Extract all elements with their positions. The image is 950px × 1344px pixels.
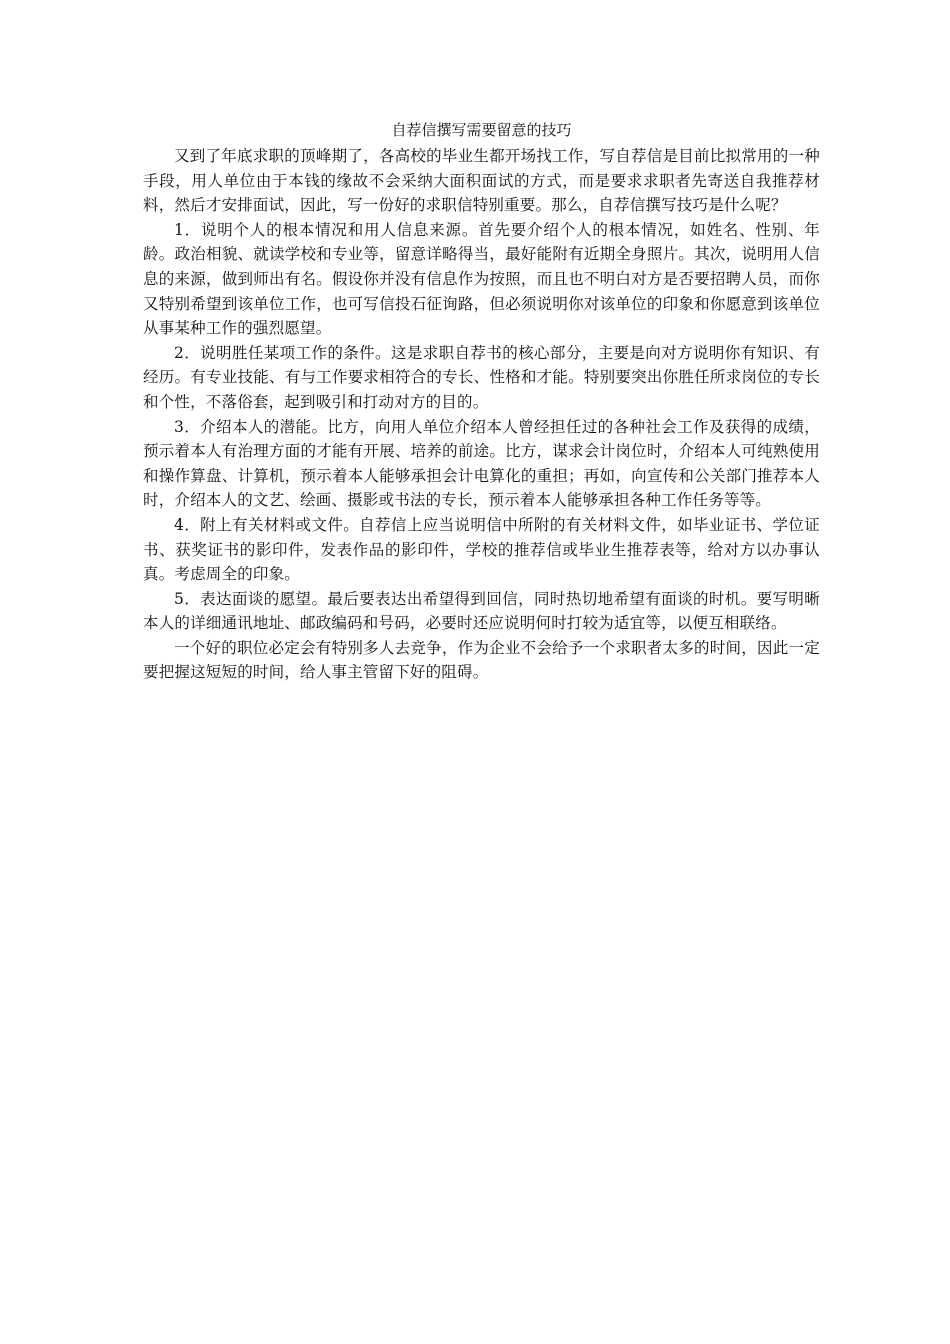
document-page	[143, 118, 820, 685]
paragraph-point-3: 3．介绍本人的潜能。比方，向用人单位介绍本人曾经担任过的各种社会工作及获得的成绩，预示着本人有治理方面的才能有开展、培养的前途。比方，谋求会计岗位时，介绍本人可纯熟使用和操作算盘、计算机，预示着本人能够承担会计电算化的重担；再如，向宣传和公关部门推荐本人时，介绍本人的文艺、绘画、摄影或书法的专长，预示着本人能够承担各种工作任务等等。	[143, 417, 820, 510]
paragraph-point-2: 2．说明胜任某项工作的条件。这是求职自荐书的核心部分，主要是向对方说明你有知识、有经历。有专业技能、有与工作要求相符合的专长、性格和才能。特别要突出你胜任所求岗位的专长和个性，不落俗套，起到吸引和打动对方的目的。	[143, 343, 820, 411]
paragraph-conclusion: 一个好的职位必定会有特别多人去竞争，作为企业不会给予一个求职者太多的时间，因此一定要把握这短短的时间，给人事主管留下好的阻碍。	[143, 638, 820, 682]
paragraph-point-5: 5．表达面谈的愿望。最后要表达出希望得到回信，同时热切地希望有面谈的时机。要写明晰本人的详细通讯地址、邮政编码和号码，必要时还应说明何时打较为适宜等，以便互相联络。	[143, 589, 820, 633]
paragraph-point-1: 1．说明个人的根本情况和用人信息来源。首先要介绍个人的根本情况，如姓名、性别、年龄。政治相貌、就读学校和专业等，留意详略得当，最好能附有近期全身照片。其次，说明用人信息的来源，做到师出有名。假设你并没有信息作为按照，而且也不明白对方是否要招聘人员，而你又特别希望到该单位工作，也可写信投石征询路，但必须说明你对该单位的印象和你愿意到该单位从事某种工作的强烈愿望。	[143, 220, 820, 338]
paragraph-intro: 又到了年底求职的顶峰期了，各高校的毕业生都开场找工作，写自荐信是目前比拟常用的一种手段，用人单位由于本钱的缘故不会采纳大面积面试的方式，而是要求求职者先寄送自我推荐材料，然后才安排面试，因此，写一份好的求职信特别重要。那么，自荐信撰写技巧是什么呢？	[143, 147, 820, 215]
document-title: 自荐信撰写需要留意的技巧	[391, 121, 572, 139]
paragraph-point-4: 4．附上有关材料或文件。自荐信上应当说明信中所附的有关材料文件，如毕业证书、学位证书、获奖证书的影印件，发表作品的影印件，学校的推荐信或毕业生推荐表等，给对方以办事认真。考虑周全的印象。	[143, 515, 820, 584]
